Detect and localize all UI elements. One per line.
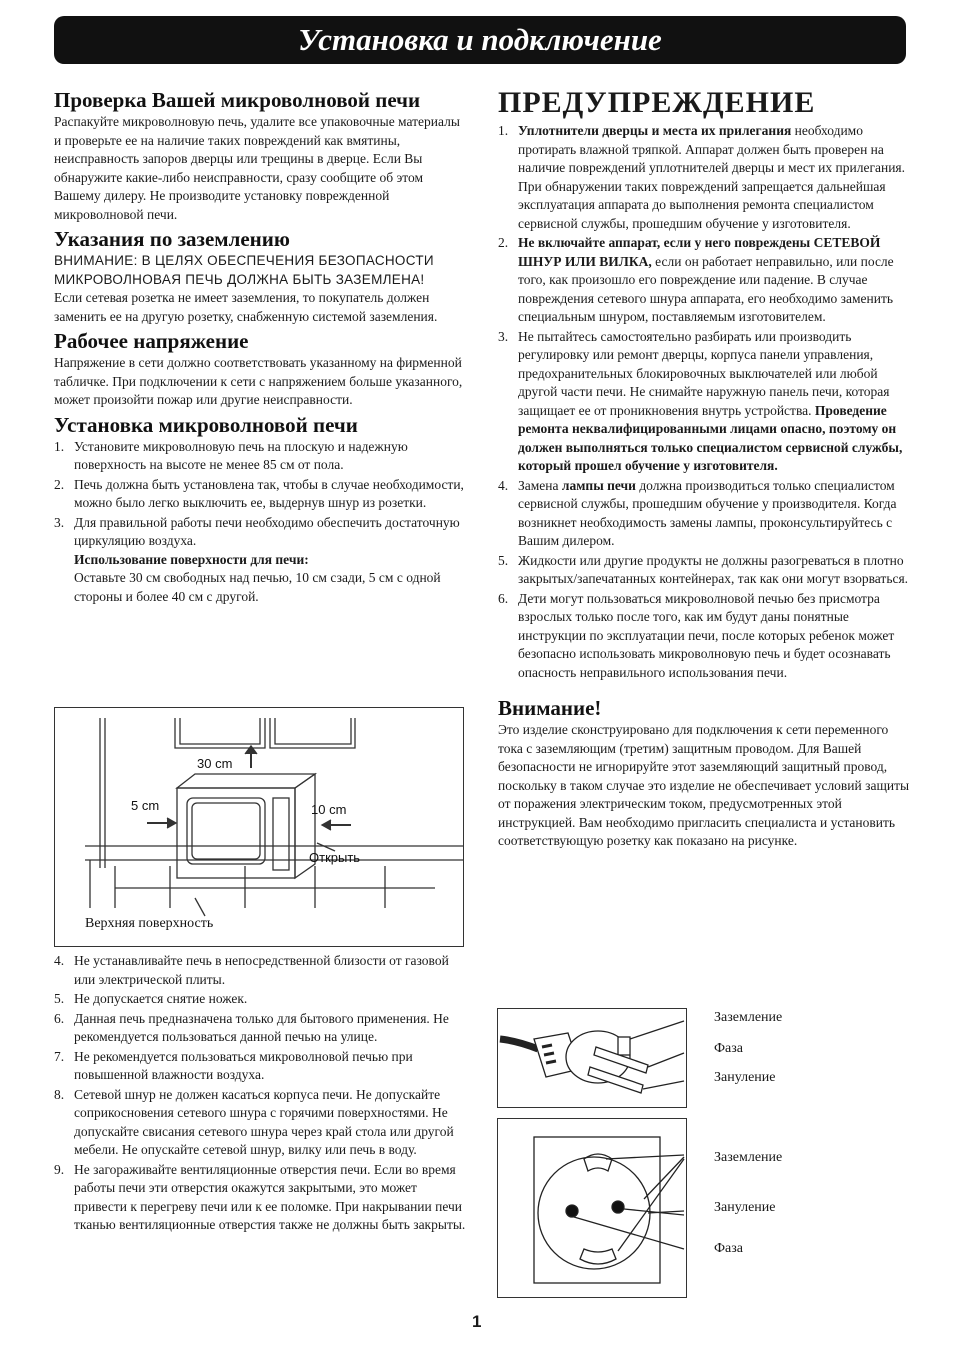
list-item: 4. Замена лампы печи должна производиться только специалистом сервисной службы, прошедшим обучение у производителя. Когда возникнет необходимость замены лампы, проконсультируйтесь с Вашим дилером. xyxy=(498,477,897,548)
attention-title: Внимание! xyxy=(498,696,602,720)
list-item: 2. Печь должна быть установлена так, чтобы в случае необходимости, можно было легко выключить ее, выдернув шнур из розетки. xyxy=(54,476,464,510)
socket-illustration xyxy=(498,1119,686,1297)
microwave-illustration xyxy=(55,708,463,946)
plug-diagram xyxy=(497,1008,687,1108)
check-body: Распакуйте микроволновую печь, удалите все упаковочные материалы и проверьте ее на наличие таких повреждений как вмятины, неисправность запоров дверцы или трещины в дверце. Если Вы обнаружите какие-либо неисправности, сразу сообщите об этом Вашему дилеру. Не производите установку поврежденной микроволновой печи. xyxy=(54,114,460,222)
list-item: 9. Не загораживайте вентиляционные отверстия печи. Если во время работы печи эти отверстия окажутся закрытыми, это может привести к перегреву печи или к ее поломке. При накрывании печи тканью вентиляционные отверстия также не должны быть закрыты. xyxy=(54,1161,466,1232)
socket-ground-label: Заземление xyxy=(714,1150,783,1165)
clearance-top-label: 30 cm xyxy=(197,756,233,771)
list-item: 2. Не включайте аппарат, если у него повреждены СЕТЕВОЙ ШНУР ИЛИ ВИЛКА, если он работает неправильно, или после того, как произошло его повреждение или падение. В случае повреждения сетевого шнура аппарата, его необходимо заменить специальным шнуром, поставляемым изготовителем. xyxy=(498,235,894,324)
list-item: 3. Для правильной работы печи необходимо обеспечить достаточную циркуляцию воздуха. Использование поверхности для печи: Оставьте 30 см свободных над печью, 10 см сзади, 5 см с одной стороны и более 40 см с другой. xyxy=(54,514,466,607)
page-banner: Установка и подключение xyxy=(54,16,906,64)
plug-neutral-label: Зануление xyxy=(714,1070,776,1085)
clearance-side-label: 5 cm xyxy=(131,798,160,813)
left-list-continued xyxy=(54,952,466,1236)
install-title: Установка микроволновой печи xyxy=(54,412,358,437)
check-title: Проверка Вашей микроволновой печи xyxy=(54,88,421,112)
voltage-body: Напряжение в сети должно соответствовать указанному на фирменной табличке. При подключении к сети с напряжением больше указанного, может произойти пожар или другие неисправности. xyxy=(54,355,463,407)
socket-neutral-label: Зануление xyxy=(714,1200,776,1215)
page-number: 1 xyxy=(472,1312,482,1331)
ground-title: Указания по заземлению xyxy=(54,227,290,251)
open-label: Открыть xyxy=(309,850,361,865)
list-item: 1. Установите микроволновую печь на плоскую и надежную поверхность на высоте не менее 85 см от пола. xyxy=(54,438,408,472)
surface-label: Верхняя поверхность xyxy=(85,916,214,931)
list-item: 4. Не устанавливайте печь в непосредственной близости от газовой или электрической плиты. xyxy=(54,953,449,987)
list-item: 6. Дети могут пользоваться микроволновой печью без присмотра взрослых только после того, как им будут даны понятные инструкции по эксплуатации печи, после которых ребенок может безопасно использовать микроволновую печь и будет осознавать опасность неправильного использования печи. xyxy=(498,590,895,680)
list-item: 6. Данная печь предназначена только для бытового применения. Не рекомендуется пользоваться данной печью на улице. xyxy=(54,1010,449,1044)
plug-illustration xyxy=(498,1009,686,1107)
right-column xyxy=(498,86,910,851)
ground-caps: ВНИМАНИЕ: В ЦЕЛЯХ ОБЕСПЕЧЕНИЯ БЕЗОПАСНОСТИ МИКРОВОЛНОВАЯ ПЕЧЬ ДОЛЖНА БЫТЬ ЗАЗЕМЛЕНА! xyxy=(54,253,434,287)
attention-body: Это изделие сконструировано для подключения к сети переменного тока с заземляющим (третим) защитным проводом. Для Вашей безопасности не игнорируйте этот заземляющий защитный провод, поскольку в таком случае это изделие не обеспечивает условий защиты от поражения электрическим током, предусмотренных этой инструкцией. Вам необходимо пригласить специалиста и установить соответствующую розетку как показано на рисунке. xyxy=(498,722,910,848)
warning-list xyxy=(498,122,910,682)
list-item: 7. Не рекомендуется пользоваться микроволновой печью при повышенной влажности воздуха. xyxy=(54,1048,413,1082)
list-item: 1. Уплотнители дверцы и места их прилегания необходимо протирать влажной тряпкой. Аппарат должен быть проверен на наличие повреждений уплотнителей дверцы и мест их прилегания. При обнаружении таких повреждений запрещается дальнейшая эксплуатация аппарата до выполнения ремонта специалистом сервисной службы, прошедшим обучение у изготовителя. xyxy=(498,123,906,231)
list-item: 8. Сетевой шнур не должен касаться корпуса печи. Не допускайте соприкосновения сетевого шнура с горячими поверхностями. Не допускайте свисания сетевого шнура через край стола или другой мебели. Не опускайте сетевой шнур, вилку или печь в воду. xyxy=(54,1086,454,1157)
ground-body: Если сетевая розетка не имеет заземления, то покупатель должен заменить ее на другую розетку, снабженную системой заземления. xyxy=(54,290,438,324)
list-item: 5. Не допускается снятие ножек. xyxy=(54,991,248,1006)
clearance-back-label: 10 cm xyxy=(311,802,347,817)
socket-phase-label: Фаза xyxy=(714,1241,744,1256)
list-item: 5. Жидкости или другие продукты не должны разогреваться в плотно закрытых/запечатанных контейнерах, так как они могут взорваться. xyxy=(498,552,909,586)
installation-figure xyxy=(54,707,464,947)
voltage-title: Рабочее напряжение xyxy=(54,329,249,353)
socket-diagram xyxy=(497,1118,687,1298)
surface-text: Оставьте 30 см свободных над печью, 10 см сзади, 5 см с одной стороны и более 40 см с другой. xyxy=(74,570,441,604)
plug-phase-label: Фаза xyxy=(714,1041,744,1056)
plug-ground-label: Заземление xyxy=(714,1010,783,1025)
warning-title: ПРЕДУПРЕЖДЕНИЕ xyxy=(498,86,816,119)
surface-title: Использование поверхности для печи: xyxy=(74,551,309,567)
list-item: 3. Не пытайтесь самостоятельно разбирать или производить регулировку или ремонт дверцы, корпуса панели управления, предохранительных блокировочных выключателей или любой другой части печи. Не снимайте наружную панель печи, которая защищает ее от проникновения внутрь устройства. Проведение ремонта неквалифицированными лицами опасно, поэтому он должен выполняться только специалистом сервисной службы, который прошел обучение у изготовителя. xyxy=(498,328,903,473)
install-list xyxy=(54,438,466,607)
left-column xyxy=(54,88,466,607)
